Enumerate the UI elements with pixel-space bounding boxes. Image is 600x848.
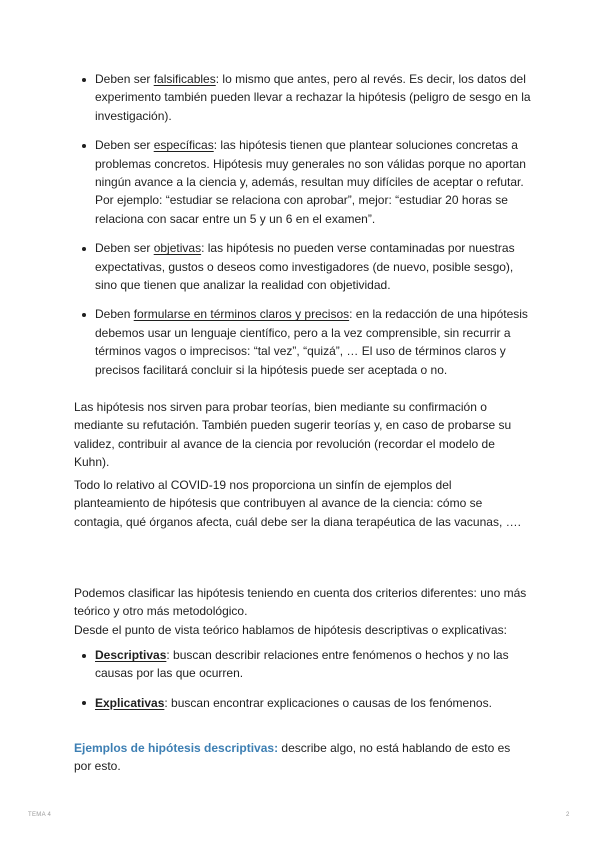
item-text: : las hipótesis tienen que plantear soluciones concretas a problemas concretos. Hipótesis muy generales no son válidas porque no aportan ningún avance a la ciencia y, además, resultan muy difíciles de aceptar o refutar. Por ejemplo: “estudiar se relaciona con aprobar”, mejor: “estudiar 20 horas se relaciona con sacar entre un 5 y un 6 en el examen”. bbox=[95, 138, 526, 226]
list-item bbox=[74, 70, 534, 125]
item-term: Descriptivas bbox=[95, 648, 167, 662]
classification-theoretical: Desde el punto de vista teórico hablamos de hipótesis descriptivas o explicativas: bbox=[74, 622, 507, 637]
list-item bbox=[74, 136, 534, 228]
item-text: : buscan describir relaciones entre fenómenos o hechos y no las causas por las que ocurren. bbox=[95, 648, 509, 681]
list-item bbox=[74, 694, 530, 712]
paragraph-covid: Todo lo relativo al COVID-19 nos proporciona un sinfín de ejemplos del planteamiento de hipótesis que contribuyen al avance de la ciencia: cómo se contagia, qué órganos afecta, cuál debe ser la diana terapéutica de las vacunas, …. bbox=[74, 478, 521, 529]
item-term: Explicativas bbox=[95, 695, 165, 710]
item-term: específicas bbox=[153, 138, 214, 153]
list-item bbox=[74, 305, 534, 379]
example-paragraph bbox=[74, 739, 530, 776]
list-item bbox=[74, 646, 530, 683]
item-term: falsificables bbox=[153, 72, 216, 86]
item-prefix: Deben ser bbox=[95, 241, 154, 256]
classification-intro: Podemos clasificar las hipótesis teniendo en cuenta dos criterios diferentes: uno más teórico y otro más metodológico. bbox=[74, 586, 527, 619]
paragraph-classification bbox=[74, 584, 530, 639]
item-term: objetivas bbox=[153, 241, 202, 256]
item-term: formularse en términos claros y precisos bbox=[133, 307, 350, 322]
example-label: Ejemplos de hipótesis descriptivas: bbox=[74, 741, 279, 755]
item-text: : en la redacción de una hipótesis debemos usar un lenguaje científico, pero a la vez comprensible, sin recurrir a términos vagos o imprecisos: “tal vez”, “quizá”, … El uso de términos claros y precisos facilitará concluir si la hipótesis puede ser aceptada o no. bbox=[95, 307, 528, 377]
footer-topic: TEMA 4 bbox=[28, 812, 52, 818]
item-text: : las hipótesis no pueden verse contaminadas por nuestras expectativas, gustos o deseos como investigadores (de nuevo, posible sesgo), sino que tienen que analizar la realidad con objetividad. bbox=[95, 241, 515, 293]
hypothesis-requirements-list bbox=[74, 70, 534, 390]
list-item bbox=[74, 239, 534, 294]
item-prefix: Deben bbox=[95, 307, 134, 322]
page-number: 2 bbox=[566, 812, 570, 818]
paragraph-theories: Las hipótesis nos sirven para probar teorías, bien mediante su confirmación o mediante su refutación. También pueden sugerir teorías y, en caso de probarse su validez, contribuir al avance de la ciencia por revolución (recordar el modelo de Kuhn). bbox=[74, 400, 512, 470]
item-prefix: Deben ser bbox=[95, 72, 154, 86]
item-text: : lo mismo que antes, pero al revés. Es decir, los datos del experimento también pueden llevar a rechazar la hipótesis (peligro de sesgo en la investigación). bbox=[95, 72, 531, 123]
item-text: : buscan encontrar explicaciones o causas de los fenómenos. bbox=[164, 695, 492, 710]
hypothesis-types-list bbox=[74, 646, 530, 723]
example-text: describe algo, no está hablando de esto es por esto. bbox=[74, 741, 511, 774]
item-prefix: Deben ser bbox=[95, 138, 154, 153]
